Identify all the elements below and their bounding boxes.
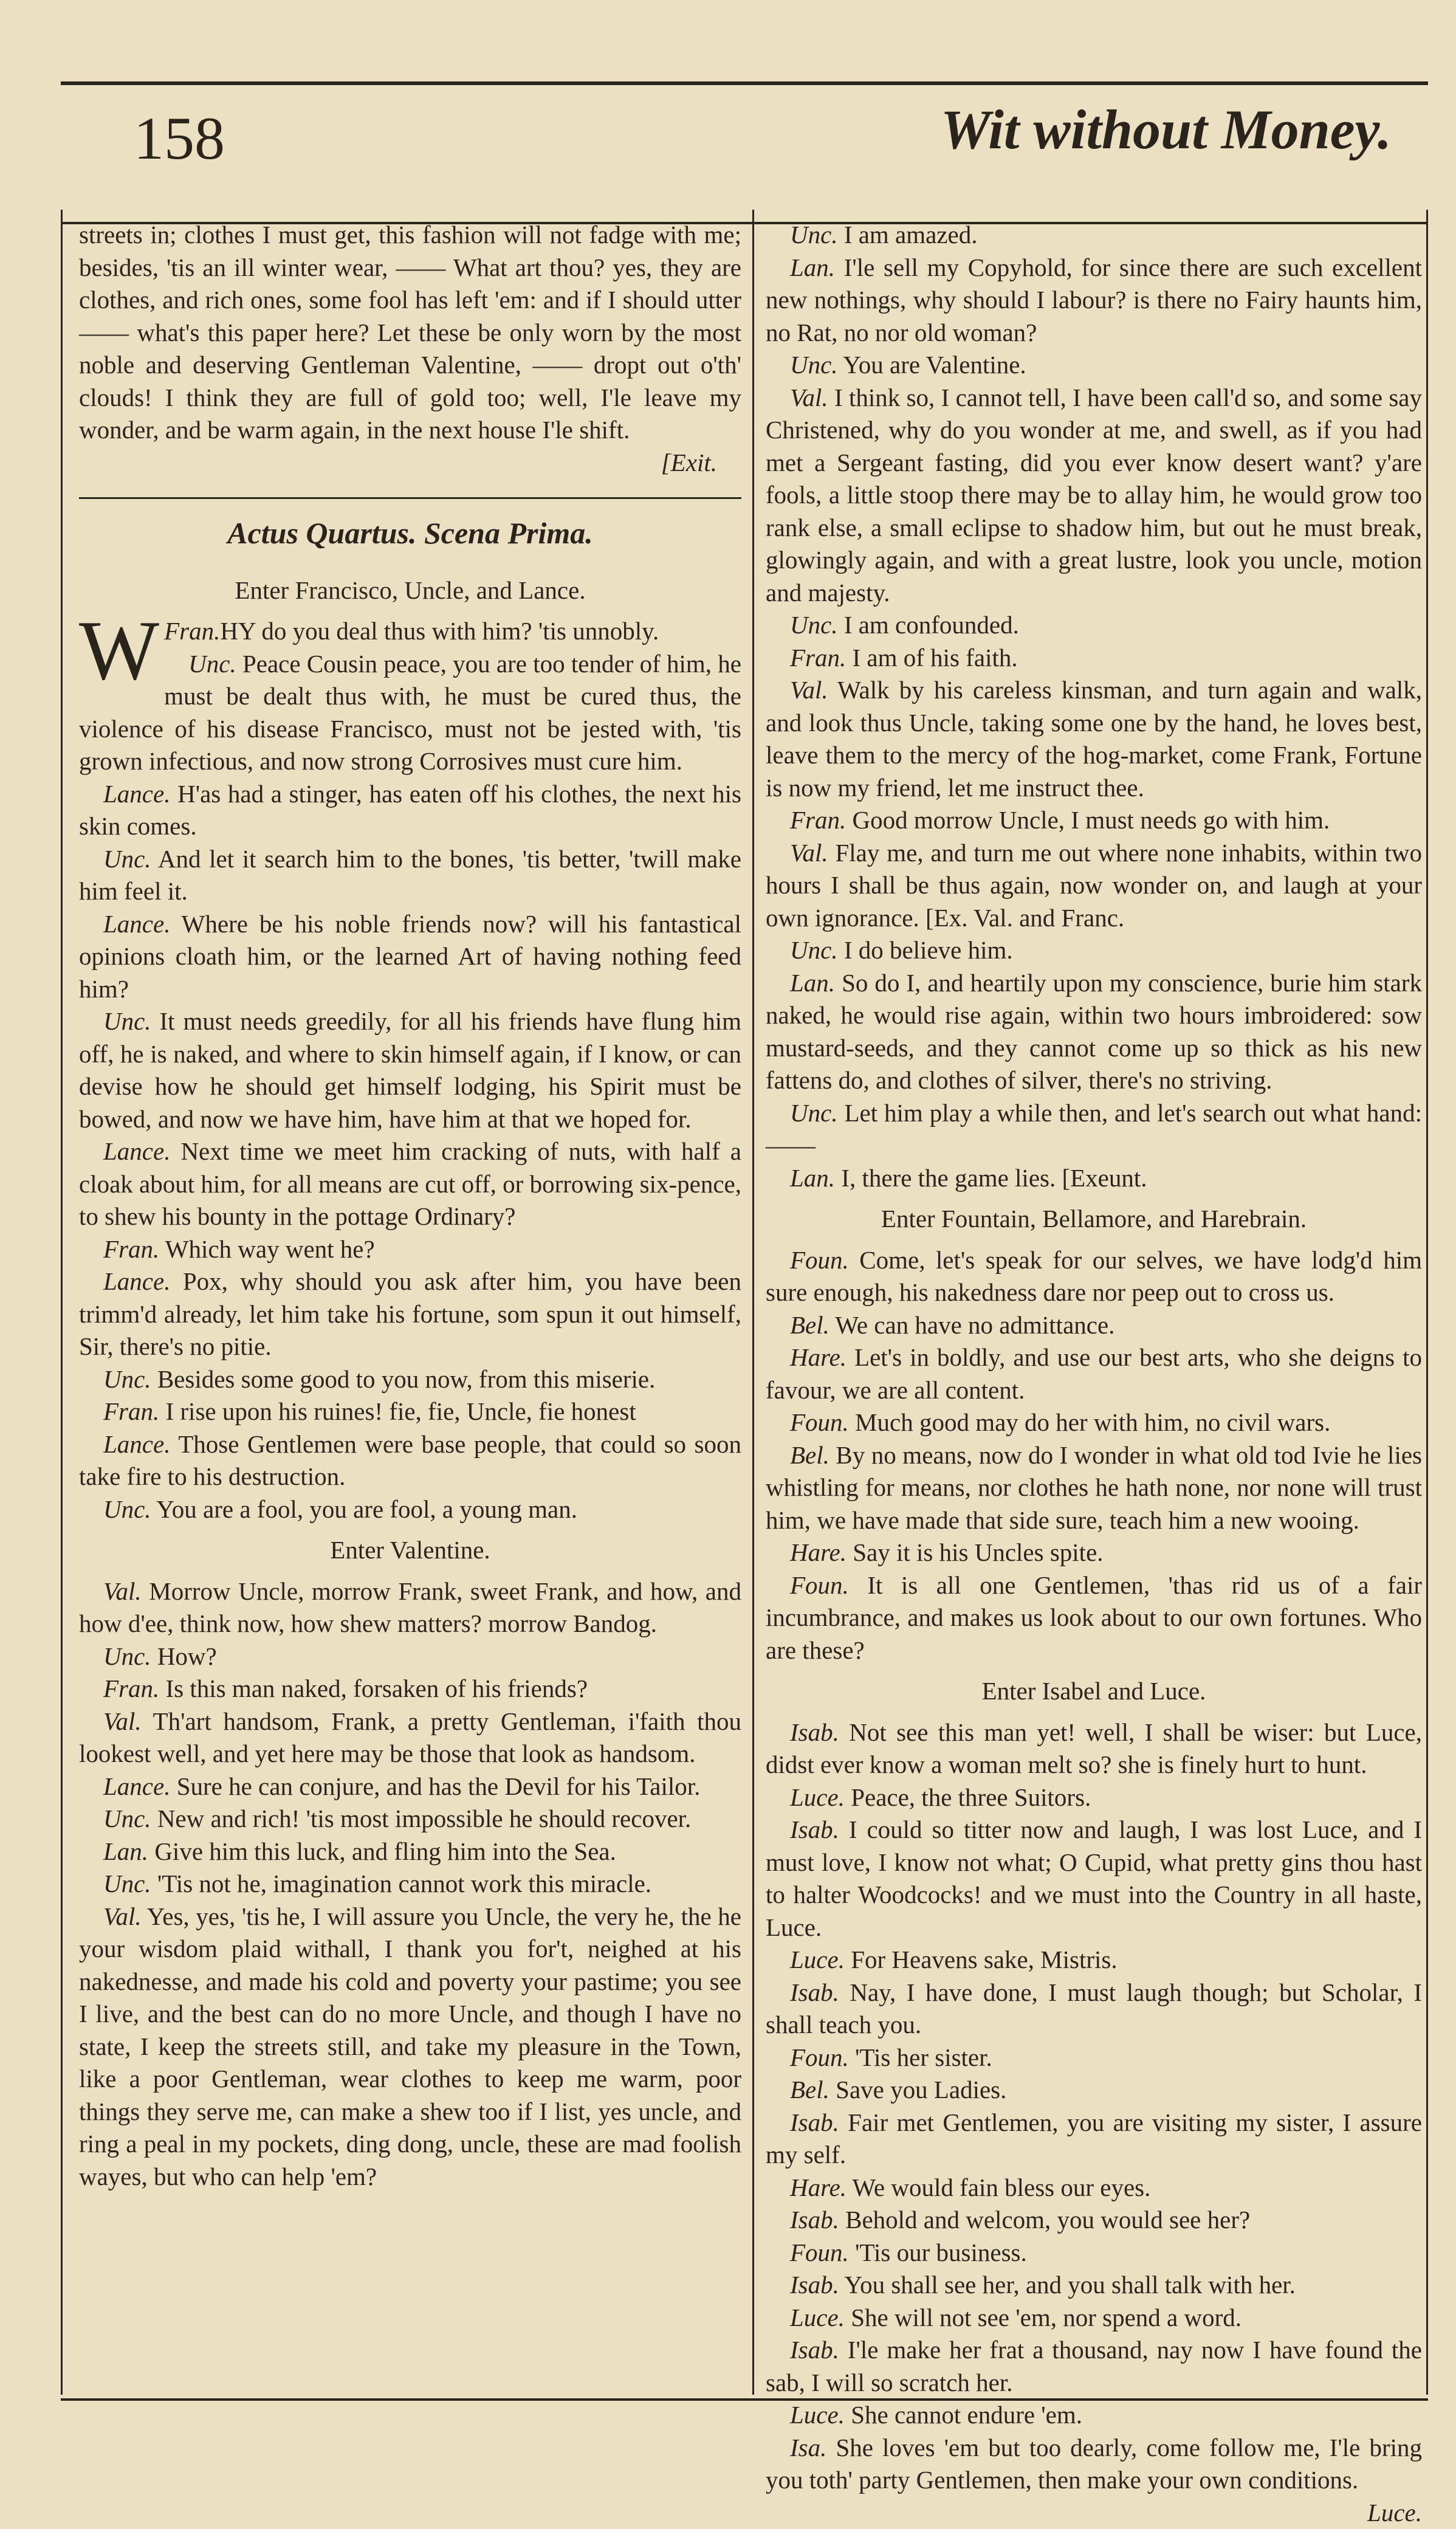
speech [79, 1005, 741, 1135]
speaker-name: Val. [790, 384, 828, 411]
speaker-name: Lance. [103, 1772, 170, 1800]
speech-text: She cannot endure 'em. [845, 2401, 1082, 2429]
exit-direction: [Exit. [79, 447, 741, 480]
speaker-name: Hare. [790, 1538, 846, 1566]
speech-text: Let him play a while then, and let's search out what hand: —— [766, 1099, 1422, 1160]
speech [766, 1439, 1422, 1537]
speech [79, 1233, 741, 1266]
speech-text: And let it search him to the bones, 'tis better, 'twill make him feel it. [79, 845, 741, 906]
speech [766, 2074, 1422, 2107]
act-heading: Actus Quartus. Scena Prima. [79, 517, 741, 550]
speech-text: Not see this man yet! well, I shall be wiser: but Luce, didst ever know a woman melt so? she is finely hurt to hunt. [766, 1718, 1422, 1779]
speech-text: Th'art handsom, Frank, a pretty Gentleman, i'faith thou lookest well, and yet here may be those that look as handsom. [79, 1707, 741, 1768]
speech-text: I rise upon his ruines! fie, fie, Uncle, fie honest [159, 1397, 636, 1425]
speech [766, 1569, 1422, 1667]
speech [766, 1097, 1422, 1162]
speech-text: Fair met Gentlemen, you are visiting my sister, I assure my self. [766, 2108, 1422, 2169]
speech-text: Is this man naked, forsaken of his friends? [159, 1674, 588, 1702]
speaker-name: Unc. [790, 611, 838, 639]
speaker-name: Lan. [790, 253, 835, 281]
speech [79, 1575, 741, 1640]
speech [766, 1781, 1422, 1814]
speech [79, 1135, 741, 1233]
speech [766, 2172, 1422, 2204]
speech-text: For Heavens sake, Mistris. [845, 1946, 1118, 1973]
speech-text: Let's in boldly, and use our best arts, who she deigns to favour, we are all content. [766, 1343, 1422, 1404]
speech [766, 967, 1422, 1097]
bottom-rule [61, 2398, 1428, 2401]
speech [79, 778, 741, 843]
speech [79, 1803, 741, 1836]
speech-text: Come, let's speak for our selves, we have lodg'd him sure enough, his nakedness dare nor peep out to cross us. [766, 1246, 1422, 1307]
speaker-name: Unc. [103, 1805, 151, 1832]
speech [79, 1836, 741, 1868]
speaker-name: Lan. [790, 1164, 835, 1192]
speech [766, 1716, 1422, 1781]
speech-text: Next time we meet him cracking of nuts, with half a cloak about him, for all means are cut off, or borrowing six-pence, to shew his bounty in the pottage Ordinary? [79, 1137, 741, 1230]
speech [766, 674, 1422, 804]
speaker-name: Fran. [790, 644, 846, 672]
speech-text: By no means, now do I wonder in what old tod Ivie he lies whistling for means, nor clothes he hath none, nor none will trust him, we have made that side sure, teach him a new wooing. [766, 1441, 1422, 1534]
speech-text: You are a fool, you are fool, a young man. [151, 1495, 577, 1523]
speaker-name: Hare. [790, 1343, 846, 1371]
speech-text: You shall see her, and you shall talk with her. [839, 2271, 1296, 2299]
speech [79, 1705, 741, 1770]
stage-direction: Enter Fountain, Bellamore, and Harebrain. [766, 1203, 1422, 1236]
catchword: Luce. [766, 2497, 1422, 2529]
drop-cap: W [79, 618, 159, 684]
speech-text: We can have no admittance. [829, 1311, 1115, 1339]
speaker-name: Isab. [790, 2108, 839, 2136]
speech-text: HY do you deal thus with him? 'tis unnobly. [220, 617, 659, 645]
speaker-name: Unc. [790, 221, 838, 249]
speech [766, 219, 1422, 252]
speech-text: Sure he can conjure, and has the Devil for his Tailor. [170, 1772, 700, 1800]
speech [766, 934, 1422, 967]
stage-direction: Enter Isabel and Luce. [766, 1675, 1422, 1708]
speaker-name: Unc. [103, 845, 151, 873]
speech-text: Morrow Uncle, morrow Frank, sweet Frank, and how, and how d'ee, think now, how shew matters? morrow Bandog. [79, 1577, 741, 1638]
speech-text: How? [151, 1642, 217, 1670]
speaker-name: Lance. [103, 910, 170, 938]
speech-text: 'Tis not he, imagination cannot work this miracle. [151, 1870, 651, 1898]
speech [79, 843, 741, 908]
speaker-name: Val. [790, 676, 828, 704]
speech [766, 1162, 1422, 1195]
speaker-name: Unc. [103, 1007, 151, 1035]
speaker-name: Foun. [790, 2238, 849, 2266]
speech-text: Much good may do her with him, no civil wars. [849, 1408, 1331, 1436]
speech [766, 2237, 1422, 2269]
speech-text: I think so, I cannot tell, I have been call'd so, and some say Christened, why do you wonder at me, and swell, as if you had met a Sergeant fasting, did you ever know desert want? y'are fools, a little stoop there may be to allay him, he would grow too rank else, a small eclipse to shadow him, but out he must break, glowingly again, and with a great lustre, look you uncle, motion and majesty. [766, 384, 1422, 607]
speech [766, 642, 1422, 675]
stage-direction: Enter Valentine. [79, 1534, 741, 1567]
speech [79, 1640, 741, 1673]
speaker-name: Lance. [103, 1137, 170, 1165]
speaker-name: Lance. [103, 780, 170, 808]
speech [79, 908, 741, 1006]
speech [79, 1265, 741, 1363]
speaker-name: Fran. [164, 617, 220, 645]
speech [766, 1814, 1422, 1944]
speech [79, 1493, 741, 1526]
speaker-name: Fran. [790, 806, 846, 834]
speaker-name: Lance. [103, 1267, 170, 1295]
speech-text: I, there the game lies. [Exeunt. [835, 1164, 1147, 1192]
speaker-name: Unc. [790, 351, 838, 379]
speech-text: You are Valentine. [838, 351, 1026, 379]
speech-text: Flay me, and turn me out where none inhabits, within two hours I shall be thus again, now wonder on, and laugh at your own ignorance. [Ex. Val. and Franc. [766, 839, 1422, 932]
speech [79, 1901, 741, 2194]
speaker-name: Isab. [790, 1978, 839, 2006]
speech-text: Good morrow Uncle, I must needs go with him. [846, 806, 1330, 834]
speech [766, 1944, 1422, 1977]
speaker-name: Val. [103, 1902, 142, 1930]
speech-text: Which way went he? [159, 1235, 374, 1263]
speaker-name: Fran. [103, 1674, 159, 1702]
speech-text: Peace, the three Suitors. [845, 1783, 1091, 1811]
speaker-name: Fran. [103, 1235, 159, 1263]
speech-text: New and rich! 'tis most impossible he should recover. [151, 1805, 692, 1832]
speech [79, 1770, 741, 1803]
top-rule [61, 81, 1428, 85]
speech-text: Walk by his careless kinsman, and turn again and walk, and look thus Uncle, taking some one by the hand, he loves best, leave them to the mercy of the hog-market, come Frank, Fortune is now my friend, let me instruct thee. [766, 676, 1422, 802]
speech [766, 2334, 1422, 2399]
speech [766, 382, 1422, 610]
speech-text: I'le sell my Copyhold, for since there are such excellent new nothings, why should I labour? is there no Fairy haunts him, no Rat, no nor old woman? [766, 253, 1422, 346]
speech [766, 2204, 1422, 2237]
speech-text: Yes, yes, 'tis he, I will assure you Uncle, the very he, the he your wisdom plaid withall, I thank you for't, neighed at his nakednesse, and made his cold and poverty your pastime; you see I live, and the best can do no more Uncle, and though I have no state, I keep the streets still, and take my pleasure in the Town, like a poor Gentleman, wear clothes to keep me warm, poor things they serve me, can make a shew too if I list, yes uncle, and ring a peal in my pockets, ding dong, uncle, these are mad foolish wayes, but who can help 'em? [79, 1902, 741, 2190]
speech [766, 1406, 1422, 1439]
left-column [79, 219, 741, 2193]
running-title: Wit without Money. [941, 97, 1392, 162]
speech [766, 2432, 1422, 2497]
speech-text: I could so titter now and laugh, I was lost Luce, and I must love, I know not what; O Cupid, what pretty gins thou hast to halter Woodcocks! and we must into the Country in all haste, Luce. [766, 1815, 1422, 1941]
speech [79, 648, 741, 778]
speaker-name: Foun. [790, 1246, 849, 1274]
page-header [61, 91, 1428, 213]
right-border-rule [1426, 210, 1428, 2395]
speaker-name: Unc. [790, 1099, 838, 1127]
book-page [61, 73, 1428, 2419]
speech-text: It is all one Gentlemen, 'thas rid us of a fair incumbrance, and makes us look about to our own fortunes. Who are these? [766, 1571, 1422, 1664]
speech [766, 1341, 1422, 1406]
speaker-name: Bel. [790, 1441, 829, 1469]
speech-text: 'Tis our business. [849, 2238, 1027, 2266]
right-column [766, 219, 1422, 2529]
speech [766, 1536, 1422, 1569]
speech-text: Behold and welcom, you would see her? [839, 2206, 1250, 2234]
speaker-name: Unc. [103, 1495, 151, 1523]
speech-text: Besides some good to you now, from this miserie. [151, 1365, 656, 1393]
speaker-name: Isab. [790, 2336, 839, 2364]
speech [79, 1395, 741, 1428]
speech-text: Say it is his Uncles spite. [846, 1538, 1104, 1566]
speech-text: Pox, why should you ask after him, you have been trimm'd already, let him take his fortune, som spun it out himself, Sir, there's no pitie. [79, 1267, 741, 1360]
speaker-name: Lan. [103, 1837, 148, 1865]
speech [766, 349, 1422, 382]
speech [766, 2042, 1422, 2074]
speaker-name: Fran. [103, 1397, 159, 1425]
speaker-name: Foun. [790, 1571, 849, 1599]
speech-text: 'Tis her sister. [849, 2043, 992, 2071]
speech-text: I am amazed. [838, 221, 978, 249]
speech-text: It must needs greedily, for all his friends have flung him off, he is naked, and where to skin himself again, if I know, or can devise how he should get himself lodging, his Spirit must be bowed, and now we have him, have him at that we hoped for. [79, 1007, 741, 1133]
act-rule [79, 497, 741, 499]
speaker-name: Lance. [103, 1430, 170, 1458]
speech-text: Where be his noble friends now? will his fantastical opinions cloath him, or the learned Art of having nothing feed him? [79, 910, 741, 1003]
speaker-name: Val. [103, 1707, 142, 1735]
speech [766, 2399, 1422, 2432]
speech [79, 615, 741, 648]
left-border-rule [61, 210, 63, 2395]
speech-text: We would fain bless our eyes. [846, 2173, 1150, 2201]
speech [766, 804, 1422, 837]
stage-direction: Enter Francisco, Uncle, and Lance. [79, 574, 741, 607]
speech-text: She loves 'em but too dearly, come follow me, I'le bring you toth' party Gentlemen, then make your own conditions. [766, 2434, 1422, 2494]
speech [79, 1673, 741, 1705]
speech-text: Peace Cousin peace, you are too tender of him, he must be dealt thus with, he must be cured thus, the violence of his disease Francisco, must not be jested with, 'tis grown infectious, and now strong Corrosives must cure him. [79, 650, 741, 776]
speech-text: I am confounded. [838, 611, 1019, 639]
speaker-name: Luce. [790, 1783, 845, 1811]
speech [79, 1868, 741, 1901]
speaker-name: Unc. [103, 1365, 151, 1393]
speaker-name: Isab. [790, 2271, 839, 2299]
speech-text: Give him this luck, and fling him into the Sea. [148, 1837, 616, 1865]
speaker-name: Unc. [188, 650, 236, 678]
speaker-name: Bel. [790, 2076, 829, 2104]
speech-continuation: streets in; clothes I must get, this fashion will not fadge with me; besides, 'tis an ill winter wear, —— What art thou? yes, they are clothes, and rich ones, some fool has left 'em: and if I should utter —— what's this paper here? Let these be only worn by the most noble and deserving Gentleman Valentine, —— dropt out o'th' clouds! I think they are full of gold too; well, I'le leave my wonder, and be warm again, in the next house I'le shift. [79, 219, 741, 447]
speech-text: I am of his faith. [846, 644, 1017, 672]
speech [79, 1363, 741, 1396]
speech-text: Nay, I have done, I must laugh though; but Scholar, I shall teach you. [766, 1978, 1422, 2039]
speaker-name: Luce. [790, 2401, 845, 2429]
speech [766, 609, 1422, 642]
speech-text: Save you Ladies. [829, 2076, 1006, 2104]
page-number: 158 [134, 103, 225, 173]
speech [766, 1309, 1422, 1342]
speech-text: So do I, and heartily upon my conscience, burie him stark naked, he would rise again, within two hours imbroidered: sow mustard-seeds, and they cannot come up so thick as his new fattens do, and clothes of silver, there's no striving. [766, 969, 1422, 1095]
speaker-name: Luce. [790, 1946, 845, 1973]
speaker-name: Unc. [103, 1870, 151, 1898]
speech-text: She will not see 'em, nor spend a word. [845, 2304, 1241, 2331]
speaker-name: Hare. [790, 2173, 846, 2201]
speech [766, 2269, 1422, 2302]
speech [766, 2107, 1422, 2172]
speech-text: Those Gentlemen were base people, that could so soon take fire to his destruction. [79, 1430, 741, 1491]
speech-text: I'le make her frat a thousand, nay now I have found the sab, I will so scratch her. [766, 2336, 1422, 2397]
speaker-name: Unc. [790, 936, 838, 964]
speaker-name: Isa. [790, 2434, 826, 2462]
speaker-name: Isab. [790, 2206, 839, 2234]
column-divider [752, 210, 754, 2395]
speaker-name: Luce. [790, 2304, 845, 2331]
speech-text: I do believe him. [838, 936, 1013, 964]
speaker-name: Bel. [790, 1311, 829, 1339]
speech [79, 1428, 741, 1493]
speech [766, 1244, 1422, 1309]
speech [766, 1977, 1422, 2042]
speaker-name: Isab. [790, 1815, 839, 1843]
speaker-name: Foun. [790, 2043, 849, 2071]
speaker-name: Isab. [790, 1718, 839, 1746]
speech [766, 837, 1422, 935]
speech [766, 2302, 1422, 2335]
speaker-name: Unc. [103, 1642, 151, 1670]
speech-text: H'as had a stinger, has eaten off his clothes, the next his skin comes. [79, 780, 741, 841]
speaker-name: Foun. [790, 1408, 849, 1436]
speaker-name: Val. [790, 839, 828, 867]
speaker-name: Lan. [790, 969, 835, 997]
speaker-name: Val. [103, 1577, 142, 1605]
speech [766, 252, 1422, 349]
